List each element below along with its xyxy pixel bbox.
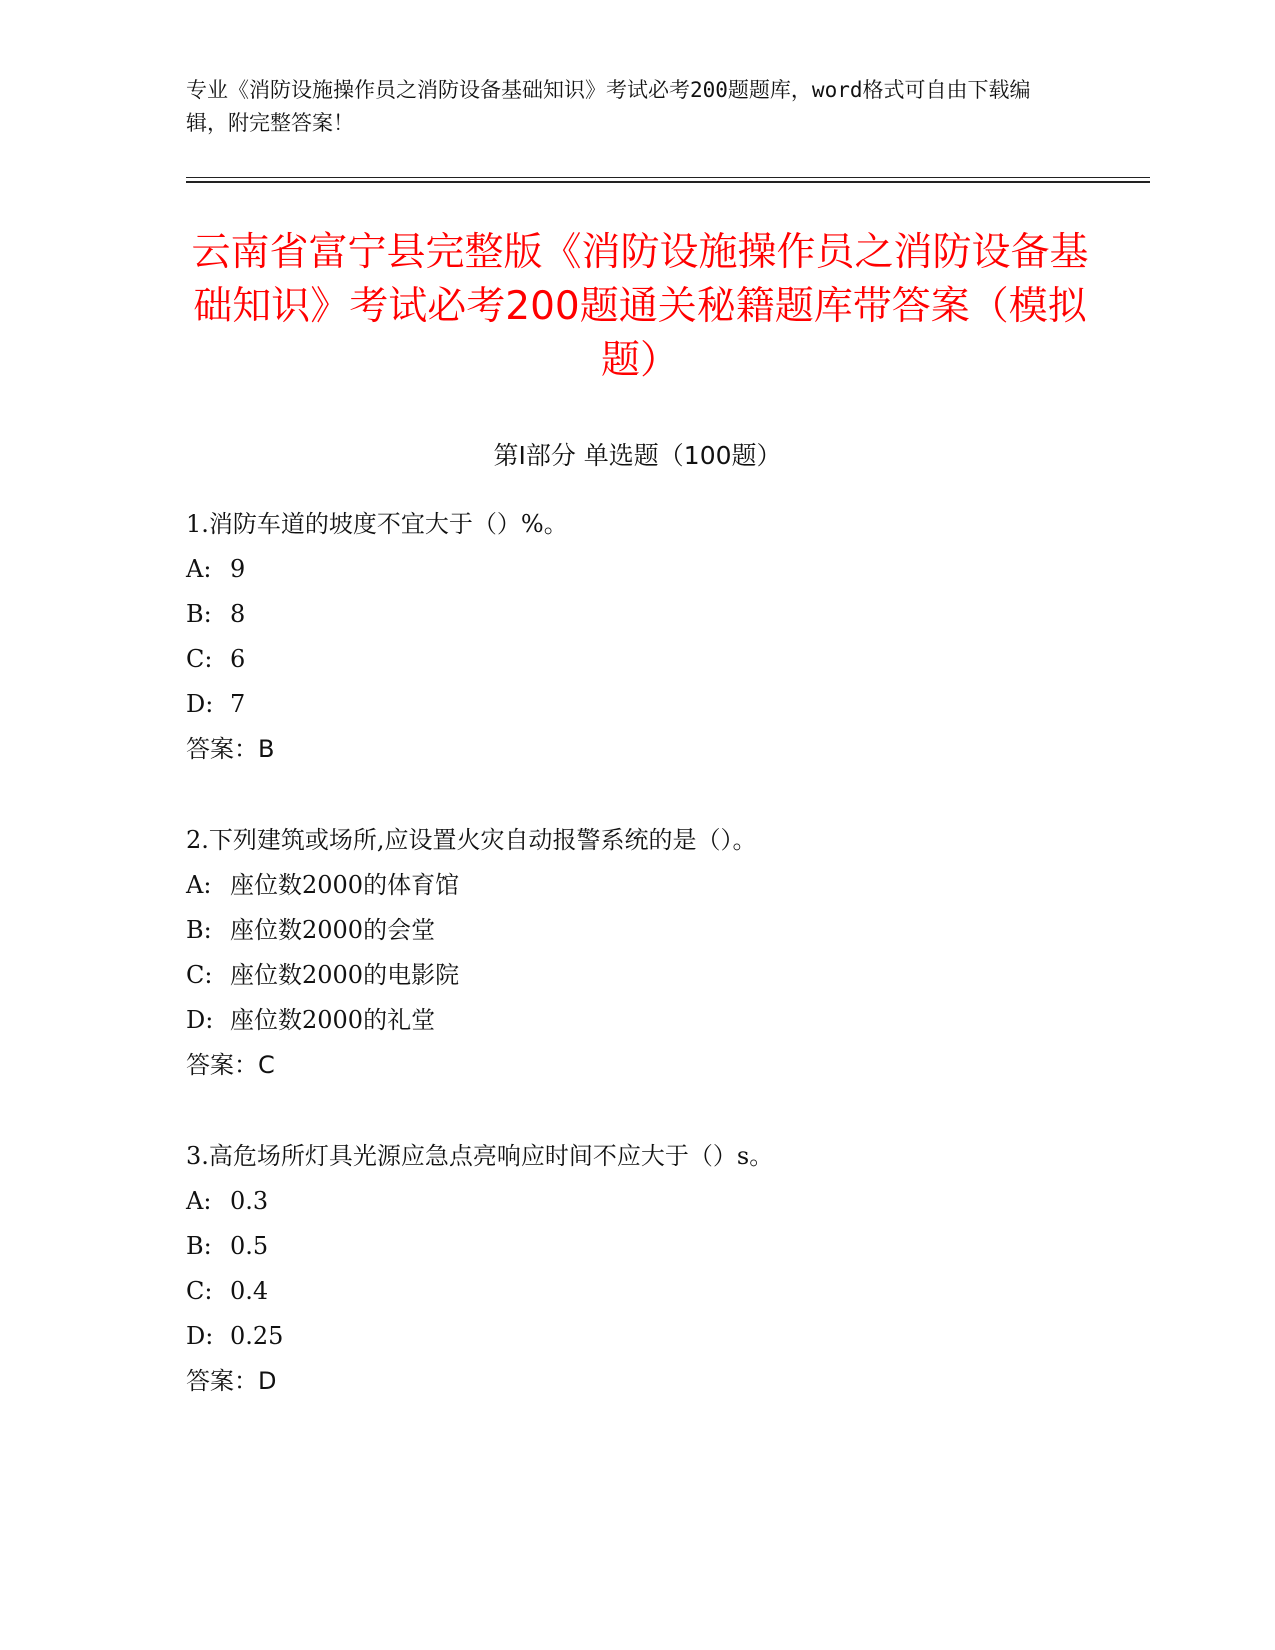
option-value: 0.3 bbox=[230, 1187, 269, 1215]
header-divider-thin bbox=[186, 177, 1150, 178]
option-b bbox=[186, 592, 1106, 637]
header-divider-thick bbox=[186, 181, 1150, 183]
option-value: 座位数2000的体育馆 bbox=[230, 871, 460, 899]
option-key: A: bbox=[186, 555, 212, 583]
option-a bbox=[186, 1179, 1106, 1224]
option-a bbox=[186, 863, 1106, 908]
option-b bbox=[186, 1224, 1106, 1269]
option-key: A: bbox=[186, 1187, 212, 1215]
option-value: 0.25 bbox=[230, 1322, 284, 1350]
option-value: 0.4 bbox=[230, 1277, 269, 1305]
option-c bbox=[186, 637, 1106, 682]
answer-label: 答案： bbox=[186, 1051, 258, 1079]
question-text: 1.消防车道的坡度不宜大于（）%。 bbox=[186, 510, 568, 538]
option-key: C: bbox=[186, 645, 213, 673]
answer-label: 答案： bbox=[186, 735, 258, 763]
option-value: 座位数2000的会堂 bbox=[230, 916, 436, 944]
question-2 bbox=[186, 818, 1106, 1088]
option-key: D: bbox=[186, 690, 214, 718]
question-1 bbox=[186, 502, 1106, 772]
option-value: 7 bbox=[230, 690, 246, 718]
answer-line bbox=[186, 727, 1106, 772]
option-d bbox=[186, 682, 1106, 727]
option-b bbox=[186, 908, 1106, 953]
option-value: 座位数2000的礼堂 bbox=[230, 1006, 436, 1034]
option-value: 座位数2000的电影院 bbox=[230, 961, 460, 989]
option-key: D: bbox=[186, 1322, 214, 1350]
answer-value: C bbox=[258, 1051, 275, 1079]
question-3 bbox=[186, 1134, 1106, 1404]
option-key: B: bbox=[186, 1232, 212, 1260]
option-key: C: bbox=[186, 961, 213, 989]
option-a bbox=[186, 547, 1106, 592]
option-d bbox=[186, 998, 1106, 1043]
option-c bbox=[186, 1269, 1106, 1314]
option-key: B: bbox=[186, 916, 212, 944]
option-key: A: bbox=[186, 871, 212, 899]
answer-line bbox=[186, 1359, 1106, 1404]
answer-label: 答案： bbox=[186, 1367, 258, 1395]
option-value: 0.5 bbox=[230, 1232, 269, 1260]
question-text: 2.下列建筑或场所,应设置火灾自动报警系统的是（）。 bbox=[186, 826, 757, 854]
answer-value: B bbox=[258, 735, 275, 763]
section-heading: 第I部分 单选题（100题） bbox=[493, 441, 782, 470]
option-key: C: bbox=[186, 1277, 213, 1305]
document-title: 云南省富宁县完整版《消防设施操作员之消防设备基础知识》考试必考200题通关秘籍题库带答案（模拟题） bbox=[191, 230, 1089, 383]
option-key: D: bbox=[186, 1006, 214, 1034]
option-value: 8 bbox=[230, 600, 246, 628]
option-key: B: bbox=[186, 600, 212, 628]
option-value: 6 bbox=[230, 645, 246, 673]
question-text: 3.高危场所灯具光源应急点亮响应时间不应大于（）s。 bbox=[186, 1142, 774, 1170]
option-value: 9 bbox=[230, 555, 246, 583]
header-note: 专业《消防设施操作员之消防设备基础知识》考试必考200题题库，word格式可自由下载编辑，附完整答案！ bbox=[186, 78, 1031, 135]
answer-value: D bbox=[258, 1367, 277, 1395]
answer-line bbox=[186, 1043, 1106, 1088]
option-d bbox=[186, 1314, 1106, 1359]
option-c bbox=[186, 953, 1106, 998]
